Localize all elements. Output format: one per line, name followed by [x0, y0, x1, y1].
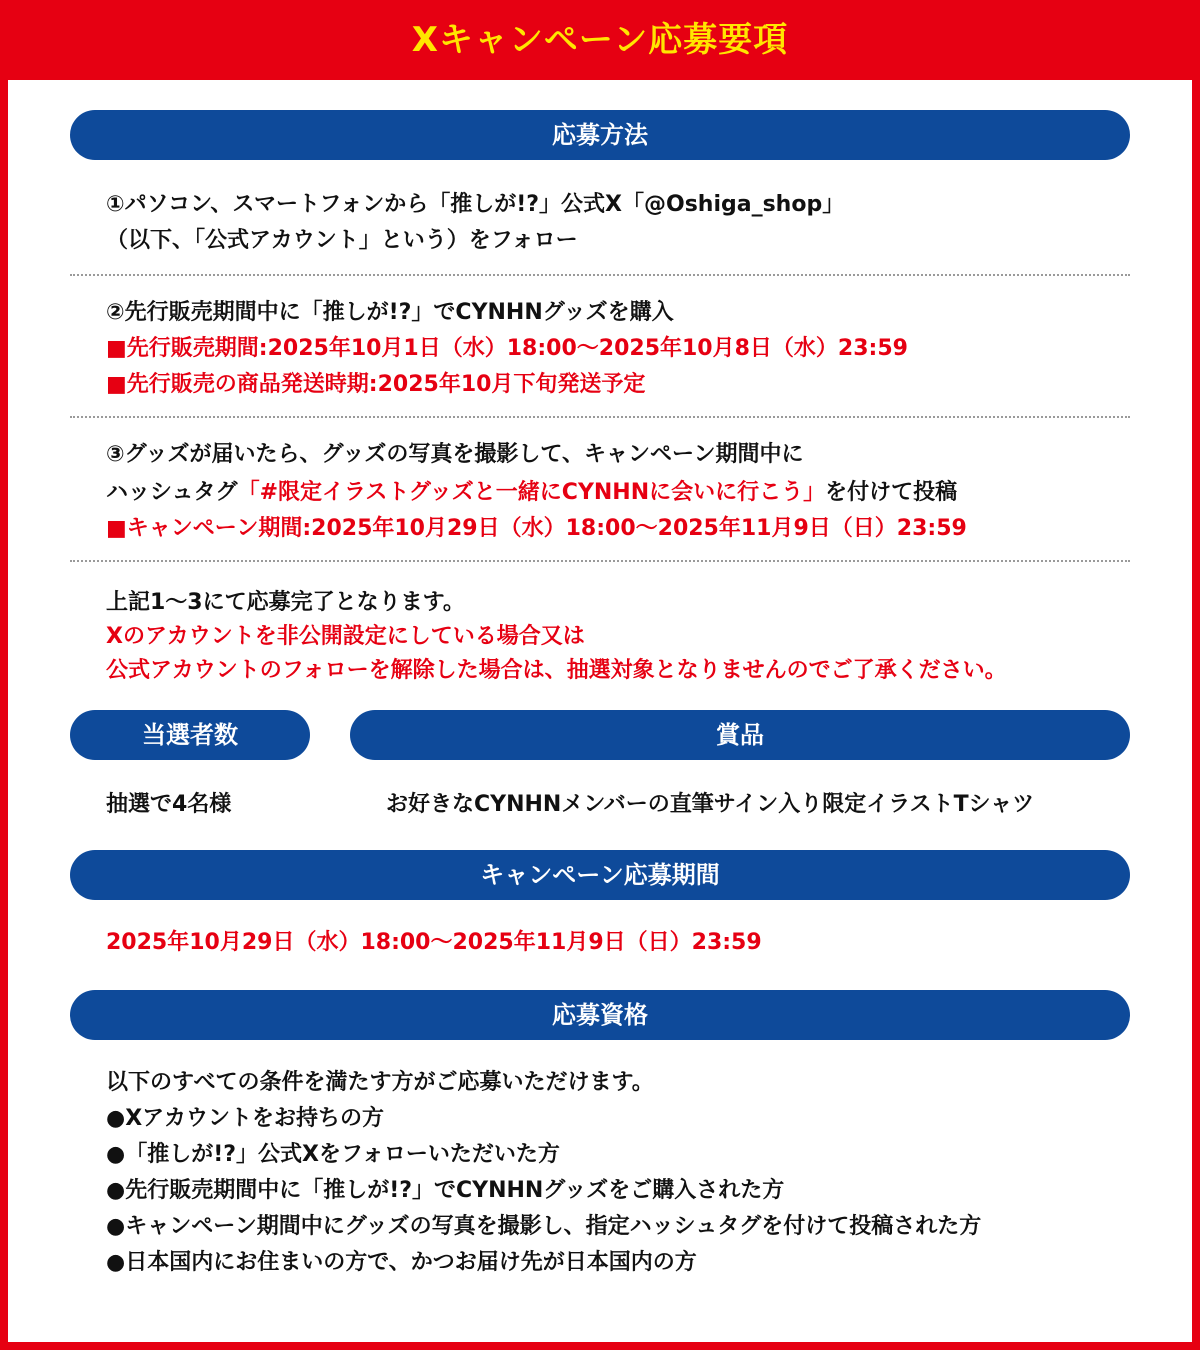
eligibility-item: ●「推しが!?」公式Xをフォローいただいた方	[106, 1142, 560, 1167]
section-header-method: 応募方法	[70, 110, 1130, 160]
step1-line2: （以下、「公式アカウント」という）をフォロー	[106, 228, 578, 253]
section-header-period: キャンペーン応募期間	[70, 850, 1130, 900]
step3-line1: ③グッズが届いたら、グッズの写真を撮影して、キャンペーン期間中に	[106, 442, 804, 467]
campaign-title: Xキャンペーン応募要項	[0, 0, 1200, 80]
step2-sale-period: ■先行販売期間:2025年10月1日（水）18:00〜2025年10月8日（水）23:59	[106, 336, 908, 361]
step2-line1: ②先行販売期間中に「推しが!?」でCYNHNグッズを購入	[106, 300, 674, 325]
section-header-winners: 当選者数	[70, 710, 310, 760]
eligibility-item: ●日本国内にお住まいの方で、かつお届け先が日本国内の方	[106, 1250, 697, 1275]
step3-line2-prefix: ハッシュタグ	[106, 480, 238, 505]
winners-count: 抽選で4名様	[106, 792, 232, 817]
step3-hashtag: 「#限定イラストグッズと一緒にCYNHNに会いに行こう」	[237, 480, 826, 505]
eligibility-intro: 以下のすべての条件を満たす方がご応募いただけます。	[106, 1070, 654, 1095]
step1-line1: ①パソコン、スマートフォンから「推しが!?」公式X「@Oshiga_shop」	[106, 192, 845, 217]
note-complete: 上記1〜3にて応募完了となります。	[106, 590, 465, 615]
step2-shipping: ■先行販売の商品発送時期:2025年10月下旬発送予定	[106, 372, 646, 397]
step3-line2	[106, 476, 957, 510]
eligibility-item: ●Xアカウントをお持ちの方	[106, 1106, 384, 1131]
section-header-prize: 賞品	[350, 710, 1130, 760]
step3-line2-suffix: を付けて投稿	[825, 480, 958, 505]
section-header-eligibility: 応募資格	[70, 990, 1130, 1040]
divider	[70, 560, 1130, 562]
campaign-period: 2025年10月29日（水）18:00〜2025年11月9日（日）23:59	[106, 930, 762, 955]
note-warning-1: Xのアカウントを非公開設定にしている場合又は	[106, 624, 585, 649]
divider	[70, 416, 1130, 418]
step3-campaign-period: ■キャンペーン期間:2025年10月29日（水）18:00〜2025年11月9日（日）23:59	[106, 516, 967, 541]
eligibility-item: ●キャンペーン期間中にグッズの写真を撮影し、指定ハッシュタグを付けて投稿された方	[106, 1214, 982, 1239]
prize-description: お好きなCYNHNメンバーの直筆サイン入り限定イラストTシャツ	[386, 792, 1035, 817]
note-warning-2: 公式アカウントのフォローを解除した場合は、抽選対象となりませんのでご了承ください。	[106, 658, 1007, 683]
divider	[70, 274, 1130, 276]
eligibility-item: ●先行販売期間中に「推しが!?」でCYNHNグッズをご購入された方	[106, 1178, 785, 1203]
